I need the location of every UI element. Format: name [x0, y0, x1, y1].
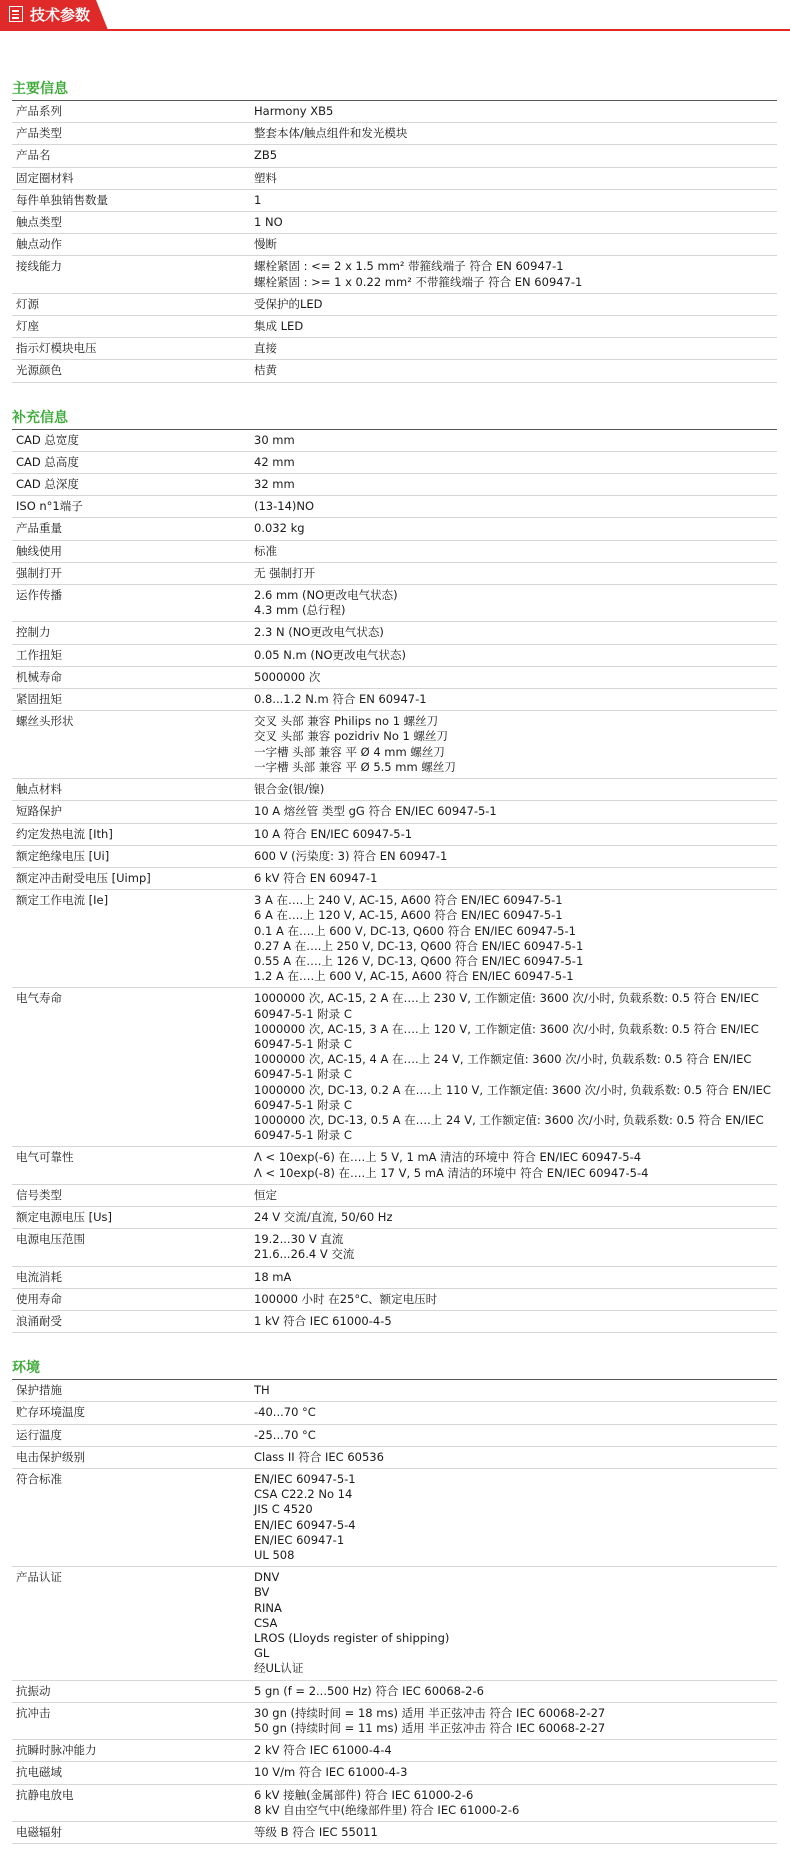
spec-label: 短路保护 [16, 804, 62, 819]
spec-value [252, 779, 777, 800]
spec-label: 触点材料 [16, 782, 62, 797]
spec-value-line: EN/IEC 60947-5-4 [254, 1517, 356, 1532]
spec-row [12, 563, 777, 585]
spec-label: 抗冲击 [16, 1705, 51, 1720]
spec-row [12, 1380, 777, 1402]
spec-row [12, 212, 777, 234]
spec-value [252, 1147, 777, 1183]
spec-label: 抗瞬时脉冲能力 [16, 1743, 97, 1758]
spec-value-line: 6 kV 接触(金属部件) 符合 IEC 61000-2-6 [254, 1787, 474, 1802]
spec-value-line: CSA [254, 1615, 278, 1630]
spec-label: 电磁辐射 [16, 1825, 62, 1840]
spec-value [252, 1703, 777, 1739]
spec-value-line: (13-14)NO [254, 499, 315, 514]
spec-label: 工作扭矩 [16, 647, 62, 662]
spec-label: 固定圈材料 [16, 170, 74, 185]
spec-label: 指示灯模块电压 [16, 341, 97, 356]
spec-value [252, 711, 777, 778]
spec-label: 强制打开 [16, 565, 62, 580]
spec-value-line: RINA [254, 1600, 282, 1615]
spec-content [12, 80, 777, 1870]
spec-value-line: 4.3 mm (总行程) [254, 603, 346, 618]
spec-row [12, 234, 777, 256]
spec-label: 产品重量 [16, 521, 62, 536]
spec-value [252, 452, 777, 473]
spec-row [12, 452, 777, 474]
spec-value [252, 1229, 777, 1265]
spec-row [12, 518, 777, 540]
spec-value [252, 190, 777, 211]
spec-row [12, 779, 777, 801]
spec-value-line: BV [254, 1585, 270, 1600]
document-icon [9, 6, 23, 22]
spec-value-line: 100000 小时 在25°C、额定电压时 [254, 1291, 438, 1306]
spec-value [252, 890, 777, 987]
spec-value [252, 1267, 777, 1288]
spec-value-line: 32 mm [254, 477, 295, 492]
spec-value-line: 1000000 次, DC-13, 0.5 A 在….上 24 V, 工作额定值: 3600 次/小时, 负载系数: 0.5 符合 EN/IEC [254, 1112, 764, 1127]
spec-value-line: 24 V 交流/直流, 50/60 Hz [254, 1209, 393, 1224]
spec-row [12, 360, 777, 382]
spec-row [12, 1681, 777, 1703]
spec-row [12, 338, 777, 360]
spec-value-line: 0.55 A 在….上 126 V, DC-13, Q600 符合 EN/IEC 60947-5-1 [254, 953, 584, 968]
spec-value-line: 一字槽 头部 兼容 平 Ø 5.5 mm 螺丝刀 [254, 759, 456, 774]
spec-value-line: Λ < 10exp(-6) 在….上 5 V, 1 mA 清洁的环境中 符合 EN/IEC 60947-5-4 [254, 1150, 642, 1165]
spec-row [12, 1311, 777, 1333]
spec-value-line: 0.032 kg [254, 521, 305, 536]
spec-section [12, 80, 777, 383]
spec-value-line: 10 V/m 符合 IEC 61000-4-3 [254, 1765, 408, 1780]
spec-value [252, 212, 777, 233]
header-underline [0, 29, 790, 31]
spec-value [252, 1822, 777, 1843]
spec-value-line: 经UL认证 [254, 1661, 304, 1676]
spec-row [12, 168, 777, 190]
spec-value-line: 18 mA [254, 1269, 292, 1284]
spec-value-line: 1.2 A 在….上 600 V, AC-15, A600 符合 EN/IEC 60947-5-1 [254, 969, 574, 984]
spec-value-line: 60947-5-1 附录 C [254, 1067, 352, 1082]
spec-row [12, 868, 777, 890]
spec-row [12, 1567, 777, 1680]
spec-value [252, 338, 777, 359]
spec-label: 接线能力 [16, 259, 62, 274]
spec-value-line: 一字槽 头部 兼容 平 Ø 4 mm 螺丝刀 [254, 744, 445, 759]
spec-row [12, 689, 777, 711]
spec-label: CAD 总高度 [16, 454, 79, 469]
spec-value-line: 0.8...1.2 N.m 符合 EN 60947-1 [254, 692, 427, 707]
spec-value-line: 交叉 头部 兼容 Philips no 1 螺丝刀 [254, 714, 439, 729]
spec-value-line: 10 A 熔丝管 类型 gG 符合 EN/IEC 60947-5-1 [254, 804, 497, 819]
spec-label: 光源颜色 [16, 363, 62, 378]
spec-value [252, 645, 777, 666]
spec-value-line: UL 508 [254, 1548, 295, 1563]
spec-label: 每件单独销售数量 [16, 192, 108, 207]
spec-label: 灯座 [16, 319, 39, 334]
spec-value-line: 交叉 头部 兼容 pozidriv No 1 螺丝刀 [254, 729, 448, 744]
spec-value-line: 60947-5-1 附录 C [254, 1036, 352, 1051]
spec-value-line: 1000000 次, DC-13, 0.2 A 在….上 110 V, 工作额定值: 3600 次/小时, 负载系数: 0.5 符合 EN/IEC [254, 1082, 771, 1097]
page-header [0, 0, 790, 32]
spec-row [12, 1425, 777, 1447]
spec-value [252, 868, 777, 889]
spec-value [252, 101, 777, 122]
spec-row [12, 1229, 777, 1266]
spec-row [12, 1447, 777, 1469]
spec-value-line: 5000000 次 [254, 669, 321, 684]
spec-row [12, 1703, 777, 1740]
spec-label: 额定电源电压 [Us] [16, 1209, 113, 1224]
spec-label: 约定发热电流 [Ith] [16, 826, 113, 841]
spec-value [252, 824, 777, 845]
spec-value-line: 30 gn (持续时间 = 18 ms) 适用 半正弦冲击 符合 IEC 60068-2-27 [254, 1705, 606, 1720]
spec-value [252, 123, 777, 144]
spec-value-line: 0.05 N.m (NO更改电气状态) [254, 647, 407, 662]
spec-label: 电源电压范围 [16, 1232, 85, 1247]
spec-value-line: -40...70 °C [254, 1405, 316, 1420]
spec-value-line: 1000000 次, AC-15, 3 A 在….上 120 V, 工作额定值: 3600 次/小时, 负载系数: 0.5 符合 EN/IEC [254, 1021, 759, 1036]
spec-value-line: 1000000 次, AC-15, 2 A 在….上 230 V, 工作额定值: 3600 次/小时, 负载系数: 0.5 符合 EN/IEC [254, 991, 759, 1006]
spec-value-line: EN/IEC 60947-1 [254, 1532, 345, 1547]
spec-value [252, 1207, 777, 1228]
spec-value [252, 518, 777, 539]
spec-value-line: 螺栓紧固 : <= 2 x 1.5 mm² 带箍线端子 符合 EN 60947-1 [254, 259, 564, 274]
spec-value-line: 1000000 次, AC-15, 4 A 在….上 24 V, 工作额定值: 3600 次/小时, 负载系数: 0.5 符合 EN/IEC [254, 1052, 752, 1067]
spec-value [252, 622, 777, 643]
spec-value [252, 1762, 777, 1783]
spec-value [252, 168, 777, 189]
spec-value [252, 496, 777, 517]
spec-value [252, 1185, 777, 1206]
spec-value-line: 桔黄 [254, 363, 277, 378]
spec-value-line: 螺栓紧固 : >= 1 x 0.22 mm² 不带箍线端子 符合 EN 60947-1 [254, 274, 583, 289]
spec-value [252, 1380, 777, 1401]
spec-value-line: 600 V (污染度: 3) 符合 EN 60947-1 [254, 848, 448, 863]
spec-value [252, 563, 777, 584]
spec-row [12, 101, 777, 123]
spec-value-line: 8 kV 自由空气中(绝缘部件里) 符合 IEC 61000-2-6 [254, 1802, 520, 1817]
spec-label: 贮存环境温度 [16, 1405, 85, 1420]
spec-value-line: Harmony XB5 [254, 104, 334, 118]
spec-label: 额定工作电流 [Ie] [16, 893, 109, 908]
spec-row [12, 190, 777, 212]
spec-row [12, 256, 777, 293]
spec-label: 额定冲击耐受电压 [Uimp] [16, 870, 151, 885]
spec-value-line: JIS C 4520 [254, 1502, 313, 1517]
spec-label: ISO n°1端子 [16, 499, 83, 514]
spec-label: 抗电磁域 [16, 1765, 62, 1780]
spec-label: 控制力 [16, 625, 51, 640]
spec-value-line: 19.2...30 V 直流 [254, 1232, 344, 1247]
spec-label: 符合标准 [16, 1472, 62, 1486]
spec-value-line: GL [254, 1646, 270, 1661]
spec-value-line: 30 mm [254, 432, 295, 447]
spec-label: 产品名 [16, 148, 51, 163]
spec-value [252, 1681, 777, 1702]
spec-value [252, 294, 777, 315]
spec-value-line: 整套本体/触点组件和发光模块 [254, 126, 408, 141]
spec-label: 灯源 [16, 296, 39, 311]
spec-row [12, 145, 777, 167]
spec-value-line: 集成 LED [254, 319, 304, 334]
spec-label: 螺丝头形状 [16, 714, 74, 729]
spec-label: 紧固扭矩 [16, 692, 62, 707]
spec-value [252, 988, 777, 1146]
spec-row [12, 496, 777, 518]
spec-label: 浪涌耐受 [16, 1313, 62, 1328]
spec-row [12, 1147, 777, 1184]
spec-label: CAD 总深度 [16, 477, 79, 492]
spec-row [12, 824, 777, 846]
spec-label: 产品认证 [16, 1570, 62, 1585]
spec-value [252, 474, 777, 495]
spec-value [252, 430, 777, 451]
spec-row [12, 585, 777, 622]
spec-label: 运作传播 [16, 588, 62, 603]
spec-value [252, 1469, 777, 1566]
spec-row [12, 1740, 777, 1762]
spec-row [12, 1289, 777, 1311]
spec-label: 电流消耗 [16, 1269, 62, 1284]
spec-label: 产品系列 [16, 104, 62, 118]
spec-row [12, 1402, 777, 1424]
spec-value-line: 标准 [254, 543, 277, 558]
spec-value-line: 6 A 在….上 120 V, AC-15, A600 符合 EN/IEC 60947-5-1 [254, 908, 563, 923]
spec-value [252, 256, 777, 292]
spec-value-line: 2.3 N (NO更改电气状态) [254, 625, 384, 640]
spec-row [12, 1762, 777, 1784]
spec-row [12, 1207, 777, 1229]
spec-value [252, 360, 777, 381]
spec-row [12, 430, 777, 452]
spec-value [252, 1447, 777, 1468]
spec-value [252, 1402, 777, 1423]
spec-label: CAD 总宽度 [16, 432, 79, 447]
spec-value [252, 1785, 777, 1821]
spec-row [12, 801, 777, 823]
spec-label: 抗振动 [16, 1683, 51, 1698]
spec-row [12, 622, 777, 644]
spec-value-line: 6 kV 符合 EN 60947-1 [254, 870, 378, 885]
spec-value-line: 0.1 A 在….上 600 V, DC-13, Q600 符合 EN/IEC 60947-5-1 [254, 923, 576, 938]
spec-label: 信号类型 [16, 1187, 62, 1202]
spec-row [12, 645, 777, 667]
spec-value-line: 塑料 [254, 170, 277, 185]
spec-value [252, 846, 777, 867]
spec-value-line: 受保护的LED [254, 296, 323, 311]
spec-value-line: 60947-5-1 附录 C [254, 1006, 352, 1021]
spec-value [252, 667, 777, 688]
spec-value [252, 234, 777, 255]
spec-row [12, 667, 777, 689]
spec-value [252, 1311, 777, 1332]
spec-value-line: 21.6...26.4 V 交流 [254, 1247, 355, 1262]
spec-label: 运行温度 [16, 1427, 62, 1442]
spec-value-line: 42 mm [254, 454, 295, 469]
spec-label: 电气可靠性 [16, 1150, 74, 1165]
spec-value-line: 1 NO [254, 215, 283, 230]
spec-label: 触点类型 [16, 215, 62, 230]
spec-row [12, 890, 777, 988]
spec-row [12, 1185, 777, 1207]
spec-label: 使用寿命 [16, 1291, 62, 1306]
spec-value-line: 无 强制打开 [254, 565, 316, 580]
spec-value-line: 2.6 mm (NO更改电气状态) [254, 588, 398, 603]
spec-row [12, 123, 777, 145]
spec-label: 电击保护级别 [16, 1449, 85, 1464]
spec-label: 产品类型 [16, 126, 62, 141]
spec-row [12, 988, 777, 1147]
spec-value-line: DNV [254, 1570, 280, 1585]
spec-value-line: 10 A 符合 EN/IEC 60947-5-1 [254, 826, 413, 841]
spec-value [252, 316, 777, 337]
spec-value [252, 1567, 777, 1679]
spec-value-line: 1 kV 符合 IEC 61000-4-5 [254, 1313, 392, 1328]
spec-value-line: 60947-5-1 附录 C [254, 1097, 352, 1112]
section-title: 主要信息 [12, 81, 68, 97]
spec-row [12, 1267, 777, 1289]
section-title: 环境 [12, 1360, 40, 1377]
spec-label: 触点动作 [16, 237, 62, 252]
spec-value-line: CSA C22.2 No 14 [254, 1487, 353, 1502]
spec-value-line: 50 gn (持续时间 = 11 ms) 适用 半正弦冲击 符合 IEC 60068-2-27 [254, 1721, 606, 1736]
section-title: 补充信息 [12, 409, 68, 426]
page-title: 技术参数 [30, 6, 91, 24]
spec-row [12, 316, 777, 338]
spec-value [252, 145, 777, 166]
spec-value-line: Λ < 10exp(-8) 在….上 17 V, 5 mA 清洁的环境中 符合 EN/IEC 60947-5-4 [254, 1165, 649, 1180]
spec-row [12, 541, 777, 563]
spec-value-line: 60947-5-1 附录 C [254, 1128, 352, 1143]
spec-label: 抗静电放电 [16, 1787, 74, 1802]
spec-value-line: 2 kV 符合 IEC 61000-4-4 [254, 1743, 392, 1758]
spec-value [252, 1740, 777, 1761]
spec-label: 机械寿命 [16, 669, 62, 684]
spec-value-line: LROS (Lloyds register of shipping) [254, 1631, 450, 1646]
spec-value-line: 直接 [254, 341, 277, 356]
spec-value-line: 5 gn (f = 2...500 Hz) 符合 IEC 60068-2-6 [254, 1683, 484, 1698]
spec-value [252, 1425, 777, 1446]
spec-value-line: 0.27 A 在….上 250 V, DC-13, Q600 符合 EN/IEC 60947-5-1 [254, 938, 584, 953]
spec-value [252, 541, 777, 562]
spec-row [12, 294, 777, 316]
spec-label: 额定绝缘电压 [Ui] [16, 848, 110, 863]
spec-value [252, 1289, 777, 1310]
spec-section [12, 1359, 777, 1844]
spec-label: 电气寿命 [16, 991, 62, 1006]
spec-row [12, 1822, 777, 1844]
spec-value-line: -25...70 °C [254, 1427, 316, 1442]
spec-row [12, 846, 777, 868]
spec-row [12, 1785, 777, 1822]
spec-row [12, 474, 777, 496]
spec-value-line: 银合金(银/镍) [254, 782, 325, 797]
spec-value-line: 3 A 在….上 240 V, AC-15, A600 符合 EN/IEC 60947-5-1 [254, 893, 563, 908]
spec-section [12, 409, 777, 1334]
spec-value [252, 585, 777, 621]
spec-value-line: ZB5 [254, 148, 278, 163]
spec-value [252, 689, 777, 710]
spec-row [12, 711, 777, 779]
spec-value-line: 慢断 [254, 237, 277, 252]
spec-value-line: 等级 B 符合 IEC 55011 [254, 1825, 378, 1840]
spec-label: 保护措施 [16, 1383, 62, 1398]
spec-value-line: Class II 符合 IEC 60536 [254, 1449, 384, 1464]
spec-row [12, 1469, 777, 1567]
spec-value-line: 1 [254, 192, 262, 207]
spec-label: 触线使用 [16, 543, 62, 558]
spec-value [252, 801, 777, 822]
spec-value-line: EN/IEC 60947-5-1 [254, 1472, 356, 1486]
spec-value-line: TH [254, 1383, 270, 1398]
spec-value-line: 恒定 [254, 1187, 277, 1202]
